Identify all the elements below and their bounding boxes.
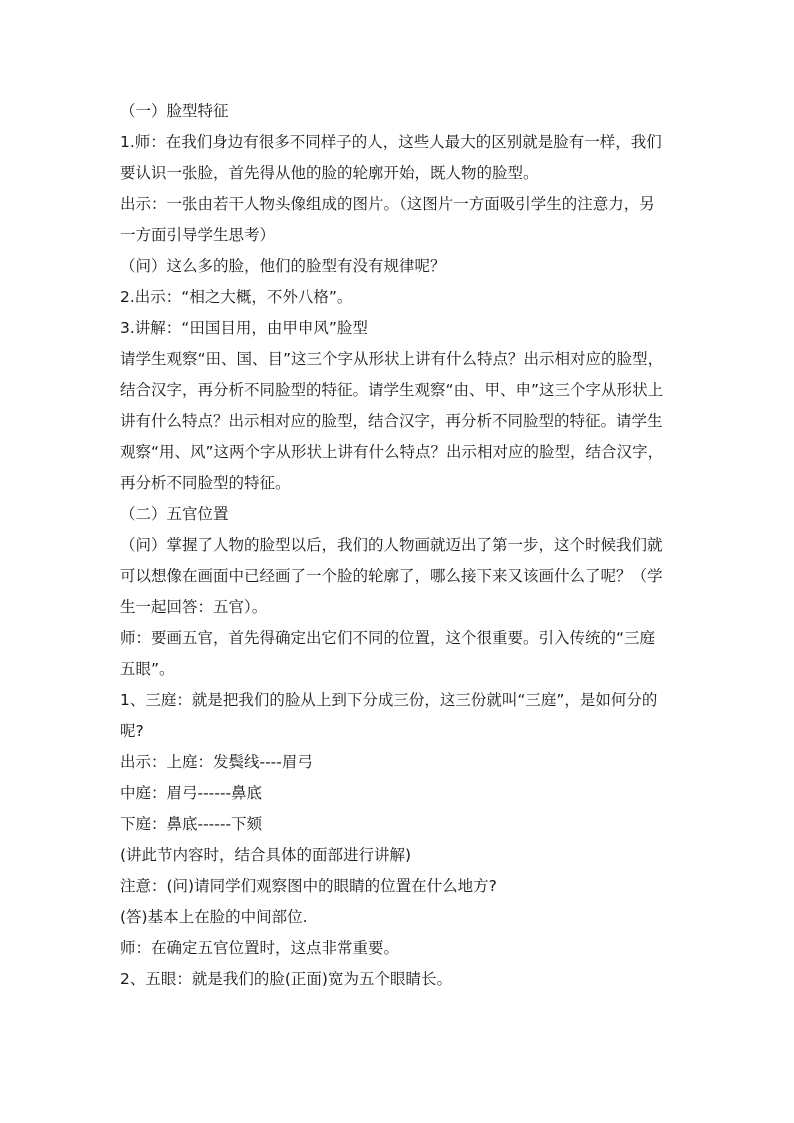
- text-line: （问）这么多的脸，他们的脸型有没有规律呢？: [120, 257, 446, 275]
- text-line: 中庭：眉弓------鼻底: [120, 784, 263, 802]
- document-body: [120, 96, 676, 995]
- text-line: 2.出示：“相之大概，不外八格”。: [120, 288, 353, 306]
- text-line: 下庭：鼻底------下颏: [120, 815, 263, 833]
- text-line: 五眼”。: [120, 660, 175, 678]
- text-line: 一方面引导学生思考）: [120, 226, 276, 244]
- text-line: 讲有什么特点？出示相对应的脸型，结合汉字，再分析不同脸型的特征。请学生: [120, 412, 663, 430]
- text-line: 2、五眼：就是我们的脸(正面)宽为五个眼睛长。: [120, 970, 452, 988]
- text-line: 观察“用、风”这两个字从形状上讲有什么特点？出示相对应的脸型，结合汉字，: [120, 443, 664, 461]
- text-line: 出示：一张由若干人物头像组成的图片。（这图片一方面吸引学生的注意力，另: [120, 195, 655, 213]
- text-line: 生一起回答：五官）。: [120, 598, 268, 616]
- text-line: 1、三庭：就是把我们的脸从上到下分成三份，这三份就叫“三庭”，是如何分的: [120, 691, 658, 709]
- text-line: 师：在确定五官位置时，这点非常重要。: [120, 939, 400, 957]
- text-line: 3.讲解：“田国目用，由甲申风”脸型: [120, 319, 368, 337]
- text-line: 师：要画五官，首先得确定出它们不同的位置，这个很重要。引入传统的“三庭: [120, 629, 656, 647]
- text-line: 结合汉字，再分析不同脸型的特征。请学生观察“由、甲、申”这三个字从形状上: [120, 381, 664, 399]
- text-line: 1.师：在我们身边有很多不同样子的人，这些人最大的区别就是脸有一样，我们: [120, 133, 662, 151]
- section-heading-facial-features: （二）五官位置: [120, 505, 229, 523]
- text-line: 可以想像在画面中已经画了一个脸的轮廓了，哪么接下来又该画什么了呢？（学: [120, 567, 663, 585]
- text-line: (讲此节内容时，结合具体的面部进行讲解): [120, 846, 412, 864]
- text-line: （问）掌握了人物的脸型以后，我们的人物画就迈出了第一步，这个时候我们就: [120, 536, 663, 554]
- text-line: (答)基本上在脸的中间部位.: [120, 908, 308, 926]
- text-line: 要认识一张脸，首先得从他的脸的轮廓开始，既人物的脸型。: [120, 164, 539, 182]
- section-heading-face-shape: （一）脸型特征: [120, 102, 229, 120]
- text-line: 注意：(问)请同学们观察图中的眼睛的位置在什么地方?: [120, 877, 497, 895]
- text-line: 呢?: [120, 722, 144, 740]
- text-line: 出示：上庭：发鬓线----眉弓: [120, 753, 313, 771]
- text-line: 请学生观察“田、国、目”这三个字从形状上讲有什么特点？出示相对应的脸型，: [120, 350, 664, 368]
- text-line: 再分析不同脸型的特征。: [120, 474, 291, 492]
